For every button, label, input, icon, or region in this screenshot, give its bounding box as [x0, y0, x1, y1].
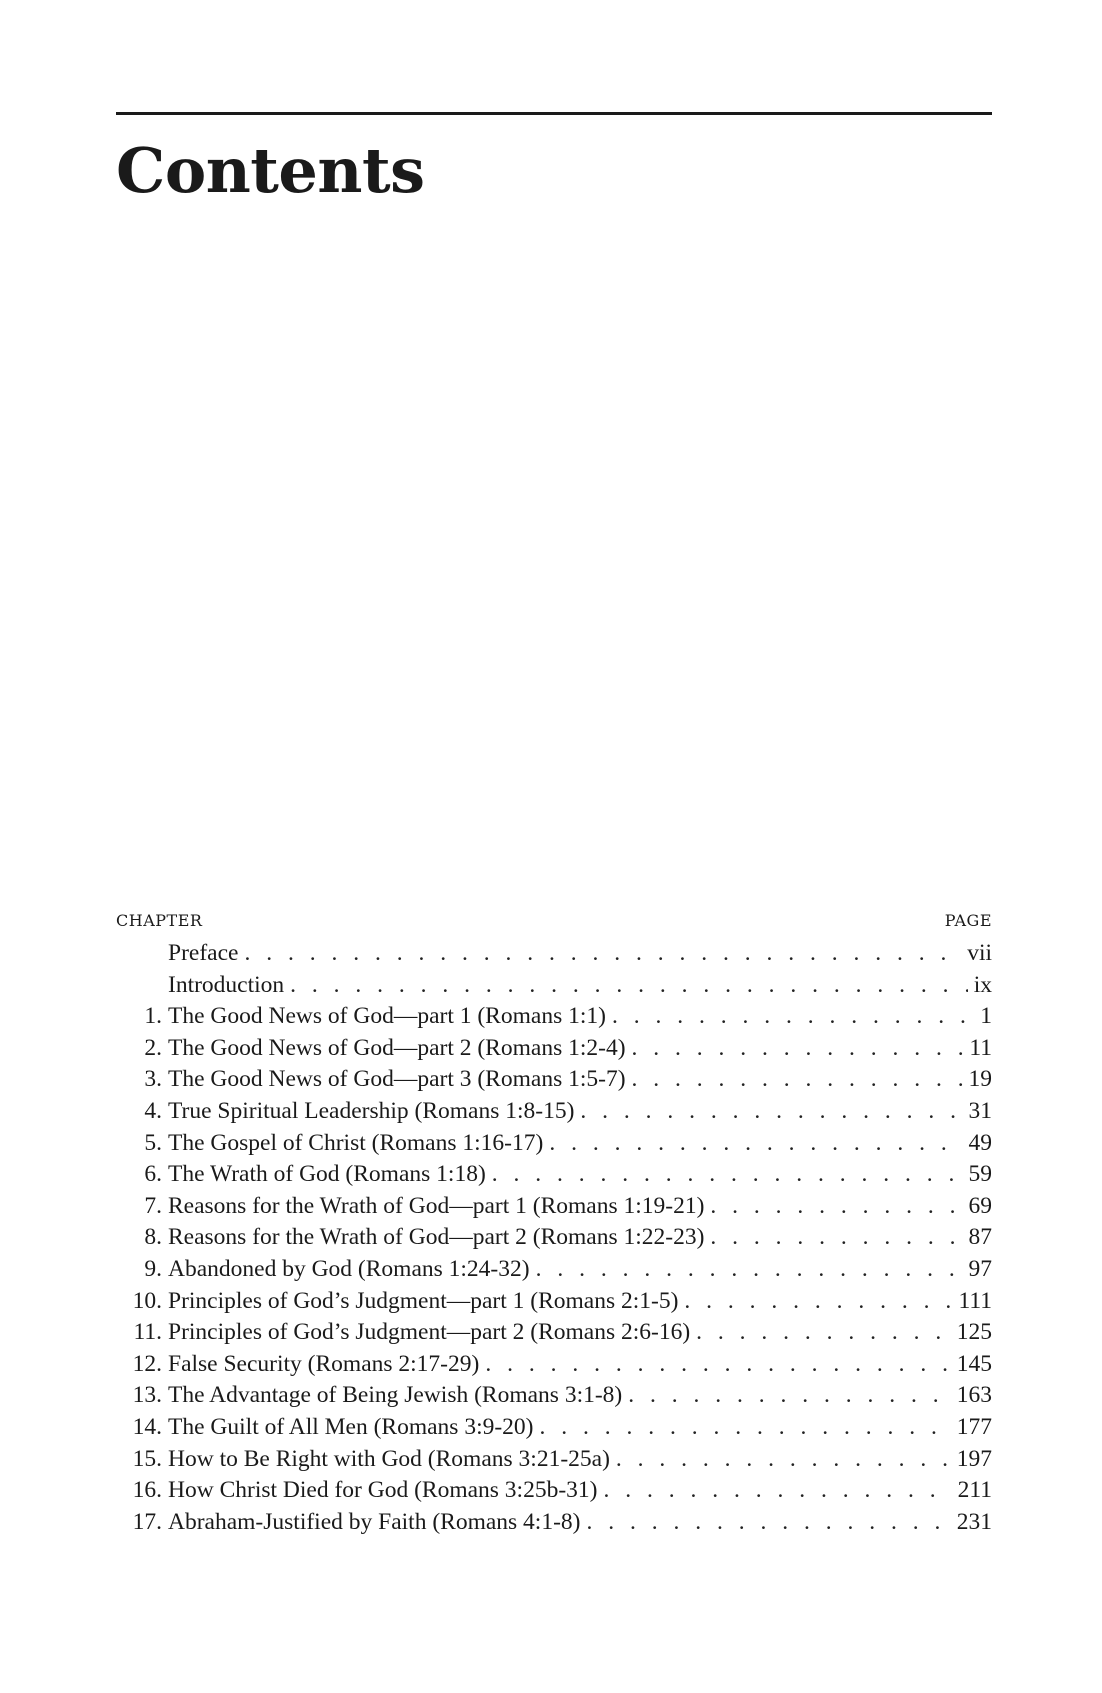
chapter-title: How to Be Right with God (Romans 3:21-25a) [168, 1445, 610, 1472]
chapter-title: The Good News of God—part 2 (Romans 1:2-4) [168, 1034, 626, 1061]
chapter-title: How Christ Died for God (Romans 3:25b-31) [168, 1477, 598, 1504]
table-of-contents [116, 910, 992, 1538]
toc-entry [116, 1317, 992, 1349]
page-number: 125 [956, 1319, 992, 1346]
chapter-number: 7. [144, 1192, 162, 1219]
chapter-number: 10. [132, 1287, 162, 1314]
chapter-number: 2. [144, 1034, 162, 1061]
dot-leader [540, 1412, 951, 1444]
toc-entry [116, 1380, 992, 1412]
toc-entry [116, 1412, 992, 1444]
dot-leader [549, 1128, 962, 1160]
page-number: ix [973, 971, 992, 998]
toc-entry [116, 1159, 992, 1191]
chapter-column-header: CHAPTER [116, 911, 203, 930]
toc-header [116, 910, 992, 932]
chapter-number: 11. [133, 1319, 162, 1346]
chapter-title: Principles of God’s Judgment—part 2 (Romans 2:6-16) [168, 1319, 691, 1346]
toc-entry [116, 1349, 992, 1381]
chapter-number: 15. [132, 1445, 162, 1472]
page-number: vii [967, 940, 992, 966]
toc-entry [116, 1191, 992, 1223]
toc-entry [116, 1444, 992, 1476]
dot-leader [536, 1254, 963, 1286]
page-number: 31 [968, 1097, 992, 1124]
chapter-title: Reasons for the Wrath of God—part 1 (Romans 1:19-21) [168, 1192, 705, 1219]
dot-leader [485, 1349, 950, 1381]
top-rule [116, 112, 992, 115]
chapter-number: 16. [132, 1477, 162, 1504]
toc-entry [116, 970, 992, 1002]
chapter-number: 3. [144, 1066, 162, 1093]
page-number: 11 [969, 1034, 992, 1061]
toc-entry [116, 1064, 992, 1096]
toc-entry [116, 1033, 992, 1065]
chapter-title: The Good News of God—part 1 (Romans 1:1) [168, 1003, 606, 1030]
chapter-title: The Gospel of Christ (Romans 1:16-17) [168, 1129, 544, 1156]
page-number: 19 [968, 1066, 992, 1093]
chapter-title: The Good News of God—part 3 (Romans 1:5-7) [168, 1066, 626, 1093]
dot-leader [244, 938, 961, 970]
page-number: 87 [968, 1224, 992, 1251]
toc-entry [116, 1254, 992, 1286]
chapter-number: 17. [132, 1508, 162, 1535]
toc-entry [116, 1128, 992, 1160]
dot-leader [710, 1222, 962, 1254]
dot-leader [632, 1064, 963, 1096]
dot-leader [684, 1286, 952, 1318]
page-number: 145 [956, 1350, 992, 1377]
toc-entry [116, 1222, 992, 1254]
chapter-title: The Guilt of All Men (Romans 3:9-20) [168, 1413, 534, 1440]
page-number: 163 [956, 1382, 992, 1409]
chapter-number: 13. [132, 1382, 162, 1409]
page-column-header: PAGE [944, 911, 992, 930]
page-number: 111 [958, 1287, 992, 1314]
page-number: 59 [968, 1161, 992, 1188]
dot-leader [290, 970, 968, 1002]
chapter-number: 4. [144, 1097, 162, 1124]
dot-leader [710, 1191, 962, 1223]
page-number: 197 [956, 1445, 992, 1472]
chapter-number: 12. [132, 1350, 162, 1377]
toc-entry [116, 1001, 992, 1033]
page-title: Contents [116, 134, 425, 207]
chapter-number: 8. [144, 1224, 162, 1251]
page-number: 49 [968, 1129, 992, 1156]
chapter-number: 14. [132, 1413, 162, 1440]
chapter-number: 6. [144, 1161, 162, 1188]
chapter-title: Preface [168, 940, 239, 966]
chapter-title: Introduction [168, 971, 285, 998]
dot-leader [632, 1033, 964, 1065]
page-number: 177 [956, 1413, 992, 1440]
chapter-title: Reasons for the Wrath of God—part 2 (Romans 1:22-23) [168, 1224, 705, 1251]
dot-leader [628, 1380, 951, 1412]
chapter-title: The Advantage of Being Jewish (Romans 3:1-8) [168, 1382, 623, 1409]
dot-leader [587, 1507, 951, 1539]
toc-entry [116, 1096, 992, 1128]
page-number: 231 [956, 1508, 992, 1535]
toc-entry [116, 1475, 992, 1507]
chapter-number: 5. [144, 1129, 162, 1156]
chapter-title: The Wrath of God (Romans 1:18) [168, 1161, 486, 1188]
dot-leader [616, 1444, 951, 1476]
dot-leader [612, 1001, 974, 1033]
toc-entry [116, 1507, 992, 1539]
chapter-title: Abraham-Justified by Faith (Romans 4:1-8) [168, 1508, 581, 1535]
chapter-title: Abandoned by God (Romans 1:24-32) [168, 1255, 530, 1282]
dot-leader [696, 1317, 951, 1349]
toc-entries [116, 938, 992, 1538]
dot-leader [603, 1475, 951, 1507]
chapter-title: False Security (Romans 2:17-29) [168, 1350, 480, 1377]
dot-leader [580, 1096, 962, 1128]
dot-leader [492, 1159, 963, 1191]
chapter-title: Principles of God’s Judgment—part 1 (Romans 2:1-5) [168, 1287, 679, 1314]
toc-entry [116, 938, 992, 970]
page-number: 97 [968, 1255, 992, 1282]
chapter-number: 9. [144, 1255, 162, 1282]
page-number: 211 [957, 1477, 992, 1504]
toc-entry [116, 1286, 992, 1318]
page-number: 69 [968, 1192, 992, 1219]
page-number: 1 [980, 1003, 992, 1030]
chapter-title: True Spiritual Leadership (Romans 1:8-15) [168, 1097, 575, 1124]
chapter-number: 1. [144, 1003, 162, 1030]
